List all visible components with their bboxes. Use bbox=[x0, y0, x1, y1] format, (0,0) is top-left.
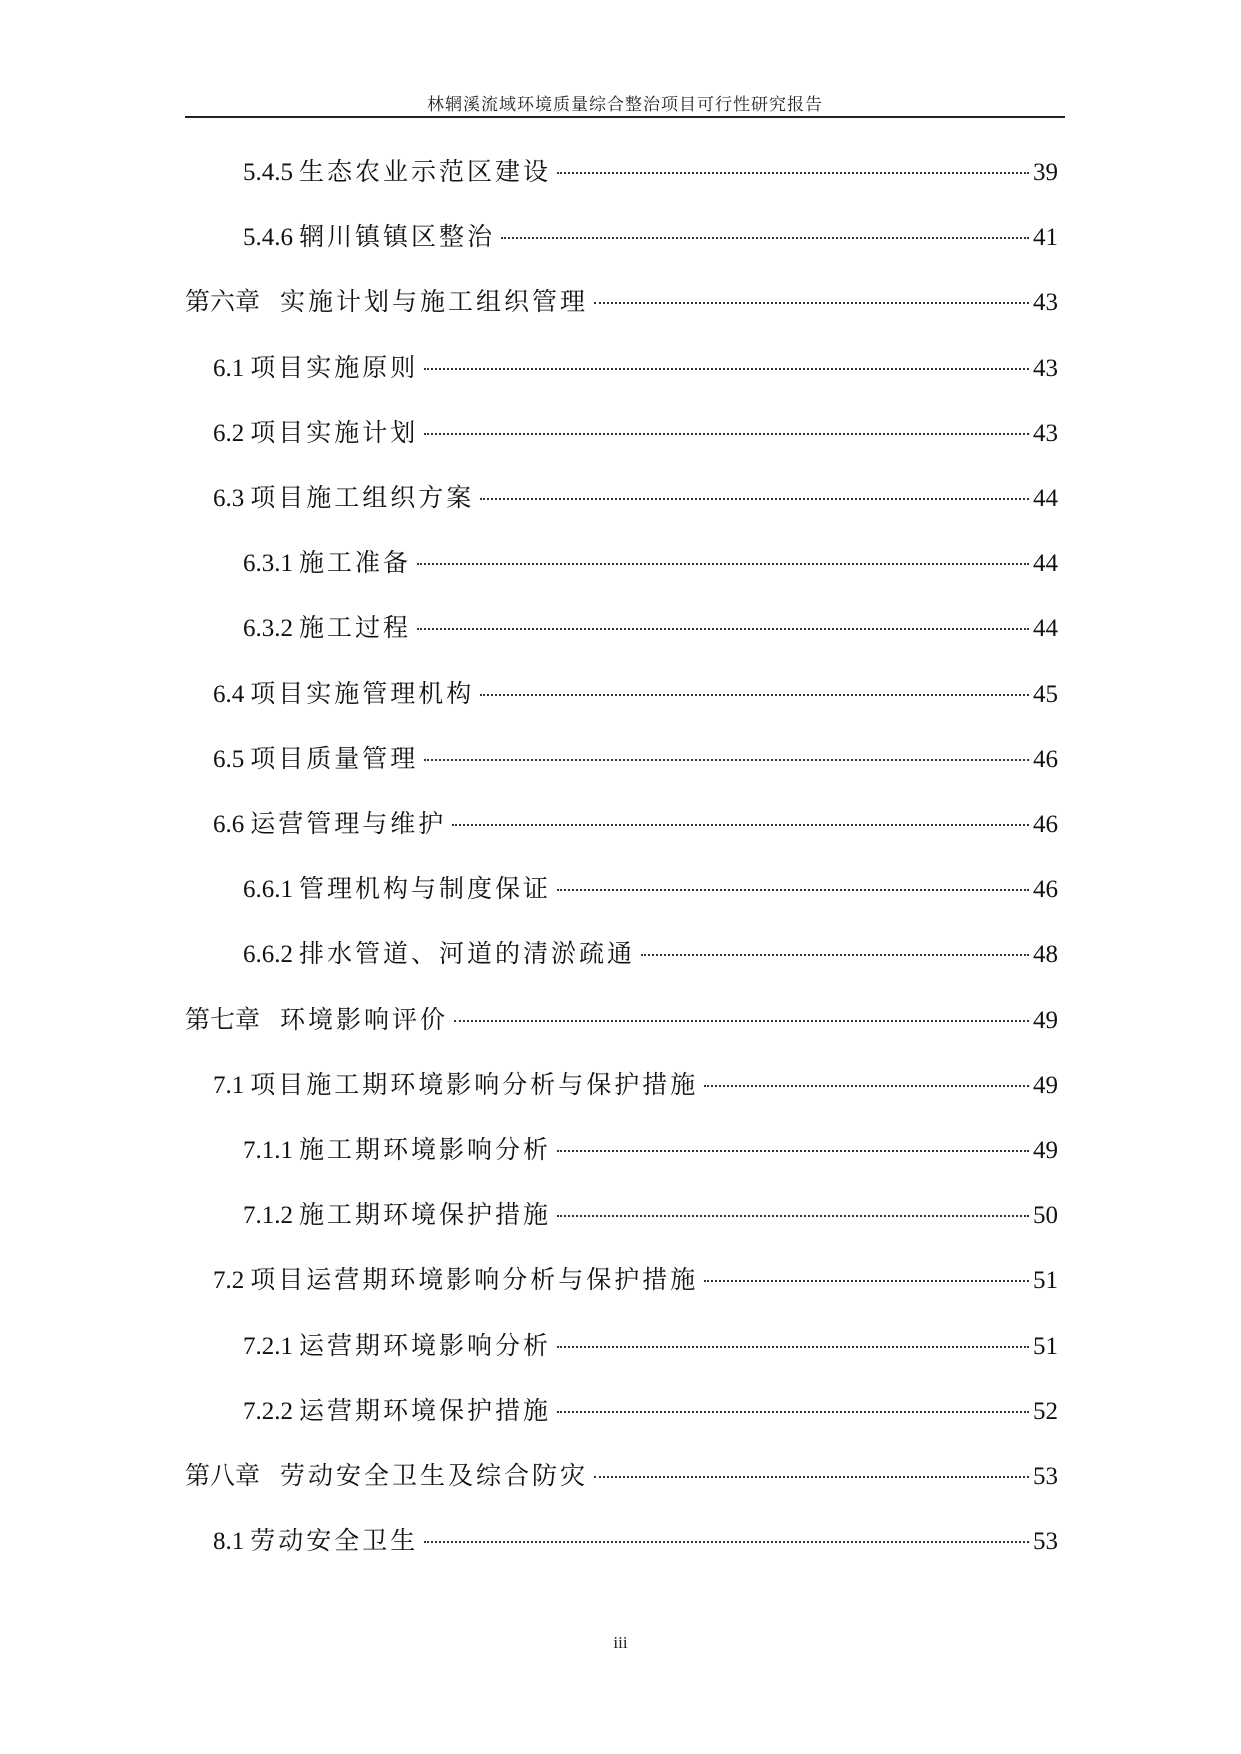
toc-entry-page: 52 bbox=[1033, 1398, 1058, 1425]
toc-entry-page: 46 bbox=[1033, 876, 1058, 903]
toc-dot-leader bbox=[501, 237, 1029, 239]
toc-entry-title: 施工期环境保护措施 bbox=[299, 1200, 552, 1229]
toc-dot-leader bbox=[424, 759, 1029, 761]
toc-entry-number: 7.2 bbox=[213, 1267, 245, 1294]
toc-entry-number: 第六章 bbox=[185, 289, 261, 316]
toc-entry-title: 项目实施计划 bbox=[250, 418, 419, 447]
page-header bbox=[185, 84, 1065, 118]
toc-entry-number: 6.6 bbox=[213, 811, 245, 838]
toc-entry-number: 6.5 bbox=[213, 746, 245, 773]
toc-entry-number: 7.1.2 bbox=[243, 1202, 293, 1229]
toc-entry-number: 7.1 bbox=[213, 1072, 245, 1099]
toc-dot-leader bbox=[557, 1150, 1029, 1152]
toc-dot-leader bbox=[424, 433, 1029, 435]
toc-entry-title: 环境影响评价 bbox=[280, 1005, 449, 1034]
toc-dot-leader bbox=[594, 302, 1029, 304]
toc-entry-title: 生态农业示范区建设 bbox=[299, 157, 552, 186]
toc-entry-number: 第八章 bbox=[185, 1463, 261, 1490]
toc-entry-page: 46 bbox=[1033, 746, 1058, 773]
toc-dot-leader bbox=[480, 498, 1029, 500]
toc-entry-number: 5.4.5 bbox=[243, 159, 293, 186]
toc-entry[interactable] bbox=[213, 415, 1058, 451]
toc-entry[interactable] bbox=[243, 871, 1058, 907]
toc-dot-leader bbox=[704, 1280, 1029, 1282]
header-title: 林辋溪流域环境质量综合整治项目可行性研究报告 bbox=[427, 95, 823, 115]
toc-entry-title: 项目施工期环境影响分析与保护措施 bbox=[250, 1070, 699, 1099]
toc-entry[interactable] bbox=[213, 1523, 1058, 1559]
toc-entry-number: 6.3.1 bbox=[243, 550, 293, 577]
toc-dot-leader bbox=[594, 1476, 1029, 1478]
toc-dot-leader bbox=[417, 563, 1029, 565]
toc-entry[interactable] bbox=[185, 1002, 1058, 1038]
toc-entry-number: 6.6.2 bbox=[243, 941, 293, 968]
toc-entry[interactable] bbox=[213, 1067, 1058, 1103]
toc-entry-title: 排水管道、河道的清淤疏通 bbox=[299, 939, 636, 968]
toc-entry-number: 6.1 bbox=[213, 355, 245, 382]
toc-entry-page: 43 bbox=[1033, 289, 1058, 316]
toc-entry-title: 运营期环境影响分析 bbox=[299, 1331, 552, 1360]
toc-entry[interactable] bbox=[243, 1393, 1058, 1429]
toc-entry[interactable] bbox=[213, 806, 1058, 842]
toc-entry-page: 46 bbox=[1033, 811, 1058, 838]
toc-entry[interactable] bbox=[185, 284, 1058, 320]
toc-entry-title: 项目质量管理 bbox=[250, 744, 419, 773]
toc-entry-page: 39 bbox=[1033, 159, 1058, 186]
toc-entry-number: 7.2.1 bbox=[243, 1333, 293, 1360]
toc-dot-leader bbox=[417, 628, 1029, 630]
toc-entry-title: 运营期环境保护措施 bbox=[299, 1396, 552, 1425]
toc-dot-leader bbox=[454, 1020, 1029, 1022]
page-number: iii bbox=[613, 1633, 628, 1652]
toc-entry-page: 43 bbox=[1033, 420, 1058, 447]
toc-entry-title: 辋川镇镇区整治 bbox=[299, 222, 496, 251]
toc-entry-page: 44 bbox=[1033, 615, 1058, 642]
toc-entry-title: 施工准备 bbox=[299, 548, 412, 577]
toc-entry-number: 6.3 bbox=[213, 485, 245, 512]
toc-dot-leader bbox=[557, 1411, 1029, 1413]
toc-entry-number: 7.2.2 bbox=[243, 1398, 293, 1425]
toc-entry-title: 施工过程 bbox=[299, 613, 412, 642]
toc-entry-title: 劳动安全卫生 bbox=[250, 1526, 419, 1555]
toc-entry-title: 劳动安全卫生及综合防灾 bbox=[280, 1461, 589, 1490]
toc-entry-page: 49 bbox=[1033, 1137, 1058, 1164]
toc-entry-page: 44 bbox=[1033, 550, 1058, 577]
toc-entry[interactable] bbox=[243, 1132, 1058, 1168]
toc-entry[interactable] bbox=[213, 1262, 1058, 1298]
toc-dot-leader bbox=[557, 889, 1029, 891]
toc-entry-title: 项目实施原则 bbox=[250, 353, 419, 382]
toc-entry[interactable] bbox=[243, 610, 1058, 646]
toc-entry[interactable] bbox=[213, 350, 1058, 386]
toc-entry[interactable] bbox=[243, 1197, 1058, 1233]
toc-entry[interactable] bbox=[213, 741, 1058, 777]
toc-entry[interactable] bbox=[213, 676, 1058, 712]
toc-entry-page: 50 bbox=[1033, 1202, 1058, 1229]
toc-entry-title: 项目施工组织方案 bbox=[250, 483, 475, 512]
toc-entry[interactable] bbox=[243, 936, 1058, 972]
toc-entry-page: 53 bbox=[1033, 1528, 1058, 1555]
toc-entry-number: 7.1.1 bbox=[243, 1137, 293, 1164]
toc-entry-title: 项目实施管理机构 bbox=[250, 679, 475, 708]
toc-entry-number: 6.6.1 bbox=[243, 876, 293, 903]
toc-entry-page: 53 bbox=[1033, 1463, 1058, 1490]
toc-entry-number: 6.3.2 bbox=[243, 615, 293, 642]
toc-entry-number: 6.2 bbox=[213, 420, 245, 447]
toc-dot-leader bbox=[557, 1346, 1029, 1348]
toc-entry-page: 44 bbox=[1033, 485, 1058, 512]
toc-entry[interactable] bbox=[185, 1458, 1058, 1494]
toc-dot-leader bbox=[641, 954, 1029, 956]
toc-dot-leader bbox=[424, 368, 1029, 370]
toc-entry-title: 管理机构与制度保证 bbox=[299, 874, 552, 903]
toc-entry-title: 运营管理与维护 bbox=[250, 809, 447, 838]
toc-entry-page: 41 bbox=[1033, 224, 1058, 251]
toc-dot-leader bbox=[557, 1215, 1029, 1217]
toc-entry-number: 6.4 bbox=[213, 681, 245, 708]
toc-dot-leader bbox=[424, 1541, 1029, 1543]
toc-entry-title: 施工期环境影响分析 bbox=[299, 1135, 552, 1164]
toc-entry-page: 43 bbox=[1033, 355, 1058, 382]
toc-dot-leader bbox=[480, 694, 1029, 696]
toc-dot-leader bbox=[452, 824, 1029, 826]
toc-dot-leader bbox=[704, 1085, 1029, 1087]
toc-entry-page: 51 bbox=[1033, 1333, 1058, 1360]
toc-entry-page: 51 bbox=[1033, 1267, 1058, 1294]
toc-dot-leader bbox=[557, 172, 1029, 174]
toc-entry-page: 49 bbox=[1033, 1007, 1058, 1034]
toc-entry[interactable] bbox=[243, 545, 1058, 581]
toc-entry-number: 5.4.6 bbox=[243, 224, 293, 251]
toc-entry-number: 8.1 bbox=[213, 1528, 245, 1555]
toc-entry[interactable] bbox=[243, 219, 1058, 255]
toc-entry[interactable] bbox=[213, 480, 1058, 516]
toc-entry-title: 项目运营期环境影响分析与保护措施 bbox=[250, 1265, 699, 1294]
toc-entry-number: 第七章 bbox=[185, 1007, 261, 1034]
toc-entry-page: 48 bbox=[1033, 941, 1058, 968]
toc-entry-page: 49 bbox=[1033, 1072, 1058, 1099]
toc-entry[interactable] bbox=[243, 154, 1058, 190]
toc-entry-title: 实施计划与施工组织管理 bbox=[280, 287, 589, 316]
toc-entry[interactable] bbox=[243, 1328, 1058, 1364]
toc-entry-page: 45 bbox=[1033, 681, 1058, 708]
